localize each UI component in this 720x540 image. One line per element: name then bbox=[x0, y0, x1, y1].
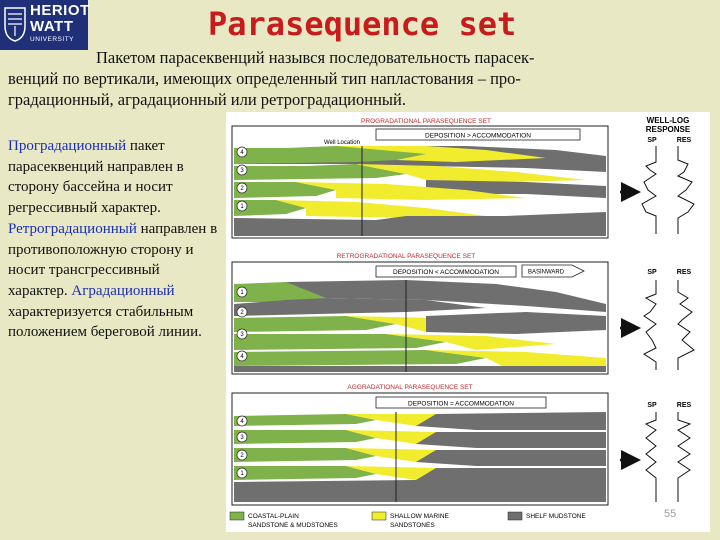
legend-swatch-shallow-marine bbox=[372, 512, 386, 520]
panel-2-mudstone-2 bbox=[426, 312, 606, 334]
panel-progradational bbox=[232, 118, 694, 238]
panel-3-mudstone-4 bbox=[416, 412, 606, 430]
panel-3-title: AGGRADATIONAL PARASEQUENCE SET bbox=[347, 384, 473, 391]
basinward-label: BASINWARD bbox=[527, 269, 565, 276]
panel-3-number-2: 2 bbox=[240, 453, 244, 459]
legend-swatch-coastal-plain bbox=[230, 512, 244, 520]
panel-3-number-4: 4 bbox=[240, 419, 244, 425]
panel-3-number-3: 3 bbox=[240, 435, 244, 441]
intro-line-1: Пакетом парасеквенций назывся последовательность парасек- bbox=[96, 48, 535, 67]
university-logo bbox=[0, 0, 88, 50]
intro-paragraph bbox=[8, 47, 714, 110]
crest-icon bbox=[4, 6, 26, 42]
panel-1-title: PROGRADATIONAL PARASEQUENCE SET bbox=[361, 118, 491, 125]
definition-aggradational: характеризуется стабильным положением береговой линии. bbox=[8, 303, 202, 341]
panel-1-number-4: 4 bbox=[240, 150, 244, 156]
slide-title: Parasequence set bbox=[208, 5, 517, 43]
term-progradational: Проградационный bbox=[8, 138, 127, 154]
well-log-header-1: WELL-LOG bbox=[646, 116, 690, 125]
panel-1-number-3: 3 bbox=[240, 168, 244, 174]
panel-2-ratio: DEPOSITION < ACCOMMODATION bbox=[393, 269, 499, 276]
definition-progradational: пакет парасеквенций направлен в сторону бассейна и носит регрессивный характер. bbox=[8, 138, 184, 217]
definitions-text bbox=[8, 136, 222, 343]
slide-number: 55 bbox=[664, 508, 677, 520]
panel-2-sp-curve bbox=[644, 280, 656, 370]
legend-swatch-shelf-mudstone bbox=[508, 512, 522, 520]
legend-sublabel-coastal-plain: SANDSTONE & MUDSTONES bbox=[248, 522, 338, 529]
legend-sublabel-shallow-marine: SANDSTONES bbox=[390, 522, 435, 529]
panel-2-sp-label: SP bbox=[647, 269, 657, 276]
panel-3-mudstone-3 bbox=[416, 432, 606, 448]
panel-3-sp-label: SP bbox=[647, 402, 657, 409]
well-location-label: Well Location bbox=[324, 140, 360, 146]
term-retrogradational: Ретроградационный bbox=[8, 220, 137, 237]
panel-3-ratio: DEPOSITION = ACCOMMODATION bbox=[408, 400, 514, 408]
panel-1-number-1: 1 bbox=[240, 204, 244, 210]
term-aggradational: Аградационный bbox=[71, 282, 175, 299]
logo-line-2: WATT bbox=[30, 18, 74, 35]
intro-line-2: венций по вертикали, имеющих определенный тип напластования – про- bbox=[8, 69, 521, 88]
panel-3-res-curve bbox=[678, 412, 690, 502]
panel-retrogradational bbox=[232, 253, 694, 374]
legend-label-shallow-marine: SHALLOW MARINE bbox=[390, 513, 449, 520]
panel-2-number-2: 2 bbox=[240, 310, 244, 316]
panel-2-number-4: 4 bbox=[240, 354, 244, 360]
logo-line-3: UNIVERSITY bbox=[30, 36, 75, 43]
legend-label-coastal-plain: COASTAL-PLAIN bbox=[248, 513, 299, 520]
well-log-header-2: RESPONSE bbox=[645, 125, 691, 134]
panel-1-sp-curve bbox=[642, 146, 656, 234]
panel-2-number-1: 1 bbox=[240, 290, 244, 296]
panel-2-number-3: 3 bbox=[240, 332, 244, 338]
panel-1-sp-label: SP bbox=[647, 137, 657, 144]
panel-2-res-label: RES bbox=[676, 269, 692, 276]
legend-label-shelf-mudstone: SHELF MUDSTONE bbox=[526, 513, 586, 520]
parasequence-diagram bbox=[226, 112, 710, 532]
panel-1-res-curve bbox=[678, 146, 694, 234]
panel-3-number-1: 1 bbox=[240, 471, 244, 477]
panel-aggradational bbox=[232, 384, 692, 505]
panel-2-title: RETROGRADATIONAL PARASEQUENCE SET bbox=[336, 253, 476, 260]
intro-line-3: градационный, аградационный или ретроградационный. bbox=[8, 90, 406, 109]
panel-3-mudstone-2 bbox=[416, 450, 606, 466]
definition-retrogradational: направлен в противоположную сторону и носит трансгрессивный характер. bbox=[8, 220, 218, 299]
panel-2-base-mudstone bbox=[234, 366, 606, 372]
panel-1-ratio: DEPOSITION > ACCOMMODATION bbox=[425, 132, 531, 140]
panel-3-res-label: RES bbox=[676, 402, 692, 409]
parasequence-figure bbox=[226, 112, 710, 532]
panel-1-res-label: RES bbox=[676, 137, 692, 144]
logo-line-1: HERIOT bbox=[30, 2, 90, 19]
panel-3-sp-curve bbox=[646, 412, 656, 502]
legend bbox=[230, 512, 586, 529]
panel-1-number-2: 2 bbox=[240, 186, 244, 192]
panel-2-res-curve bbox=[678, 280, 694, 370]
